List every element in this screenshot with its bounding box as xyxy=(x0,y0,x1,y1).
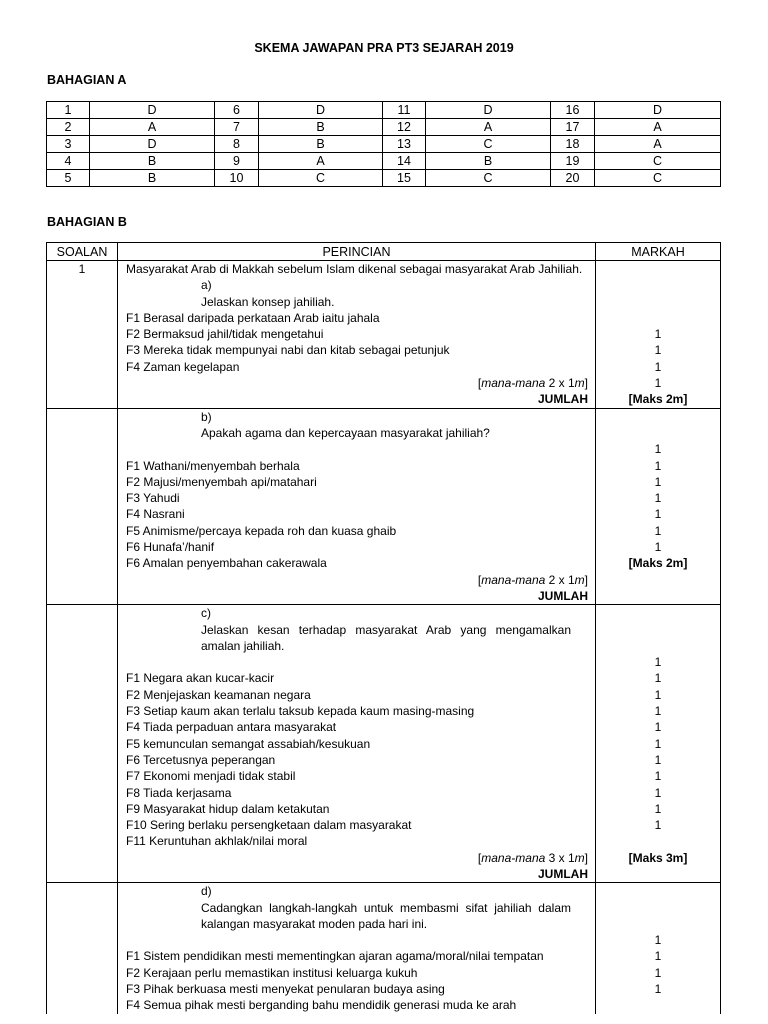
answer-key-table xyxy=(46,101,721,187)
header-soalan: SOALAN xyxy=(47,243,118,261)
question-number: 7 xyxy=(215,119,259,136)
question-number: 15 xyxy=(383,170,426,187)
mark-value: 1 xyxy=(654,736,662,751)
bracket-close: ] xyxy=(584,850,588,865)
section-a-label: BAHAGIAN A xyxy=(47,73,127,87)
answer-point: F4 Semua pihak mesti berganding bahu mendidik generasi muda ke arah xyxy=(126,998,517,1013)
answer-letter: A xyxy=(595,136,721,153)
question-number: 3 xyxy=(47,136,90,153)
mark-value: 1 xyxy=(654,523,662,538)
answer-letter: A xyxy=(259,153,383,170)
mark-value: 1 xyxy=(654,752,662,767)
mana-mana-count: 2 x 1 xyxy=(545,376,575,391)
mark-value: [Maks 2m] xyxy=(628,392,688,407)
header-markah: MARKAH xyxy=(596,243,721,261)
bracket-open: [ xyxy=(477,850,482,865)
question-number: 12 xyxy=(383,119,426,136)
answer-point: F2 Bermaksud jahil/tidak mengetahui xyxy=(126,327,324,342)
mark-value: 1 xyxy=(654,949,662,964)
answer-letter: D xyxy=(426,102,551,119)
mark-value xyxy=(596,310,720,326)
answer-point: F6 Hunafa’/hanif xyxy=(126,540,215,555)
mark-value: 1 xyxy=(654,769,662,784)
answer-point: F2 Majusi/menyembah api/matahari xyxy=(126,474,317,489)
mana-mana-unit: m xyxy=(574,850,585,865)
soalan-cell xyxy=(47,883,118,1014)
mark-value: 1 xyxy=(654,376,662,391)
mark-value: 1 xyxy=(654,818,662,833)
mark-value: 1 xyxy=(654,359,662,374)
mark-value: 1 xyxy=(654,458,662,473)
answer-point: F10 Sering berlaku persengketaan dalam masyarakat xyxy=(126,818,412,833)
answer-row xyxy=(47,102,721,119)
mark-value: [Maks 2m] xyxy=(628,556,688,571)
part-row xyxy=(47,408,721,605)
answer-letter: D xyxy=(259,102,383,119)
mana-mana-word: mana-mana xyxy=(481,850,546,865)
answer-point: F3 Pihak berkuasa mesti menyekat penularan budaya asing xyxy=(126,982,445,997)
question-number: 16 xyxy=(551,102,595,119)
answer-row xyxy=(47,170,721,187)
mark-value xyxy=(596,833,720,849)
section-b-label: BAHAGIAN B xyxy=(47,215,127,229)
sub-question xyxy=(126,883,588,932)
answer-point: F1 Berasal daripada perkataan Arab iaitu jahala xyxy=(126,310,380,325)
sub-question-text: Jelaskan kesan terhadap masyarakat Arab yang mengamalkan amalan jahiliah. xyxy=(201,622,571,653)
answer-point: F4 Zaman kegelapan xyxy=(126,359,240,374)
soalan-cell xyxy=(47,408,118,605)
jumlah-label: JUMLAH xyxy=(538,392,588,407)
bracket-close: ] xyxy=(584,572,588,587)
answer-letter: C xyxy=(259,170,383,187)
answer-point: F1 Sistem pendidikan mesti mementingkan ajaran agama/moral/nilai tempatan xyxy=(126,949,544,964)
answer-point: F2 Menjejaskan keamanan negara xyxy=(126,687,311,702)
question-number: 18 xyxy=(551,136,595,153)
sub-question xyxy=(126,409,588,442)
bracket-close: ] xyxy=(584,376,588,391)
question-number: 1 xyxy=(47,102,90,119)
question-number: 10 xyxy=(215,170,259,187)
question-number: 13 xyxy=(383,136,426,153)
mark-value: 1 xyxy=(654,442,662,457)
question-number: 9 xyxy=(215,153,259,170)
answer-letter: C xyxy=(595,153,721,170)
answer-letter: B xyxy=(259,119,383,136)
answer-point: F6 Tercetusnya peperangan xyxy=(126,752,276,767)
question-number: 17 xyxy=(551,119,595,136)
answer-letter: A xyxy=(90,119,215,136)
jumlah-label: JUMLAH xyxy=(538,588,588,603)
mark-value: 1 xyxy=(654,540,662,555)
markah-cell xyxy=(596,605,721,883)
mana-mana-note xyxy=(126,572,588,588)
answer-point: F3 Mereka tidak mempunyai nabi dan kitab sebagai petunjuk xyxy=(126,343,450,358)
mana-mana-unit: m xyxy=(574,572,585,587)
markah-cell xyxy=(596,261,721,409)
markah-cell xyxy=(596,883,721,1014)
part-row xyxy=(47,883,721,1014)
answer-point: F2 Kerajaan perlu memastikan institusi keluarga kukuh xyxy=(126,965,418,980)
mark-value xyxy=(596,572,720,588)
question-number: 20 xyxy=(551,170,595,187)
mark-value: 1 xyxy=(654,671,662,686)
question-intro: Masyarakat Arab di Makkah sebelum Islam dikenal sebagai masyarakat Arab Jahiliah. xyxy=(126,262,583,276)
sub-question-text: Cadangkan langkah-langkah untuk membasmi sifat jahiliah dalam kalangan masyarakat moden pada hari ini. xyxy=(201,900,571,931)
answer-point: F8 Tiada kerjasama xyxy=(126,785,232,800)
perincian-cell xyxy=(118,408,596,605)
mark-value: 1 xyxy=(654,801,662,816)
jumlah-label: JUMLAH xyxy=(538,866,588,881)
mark-value: 1 xyxy=(654,720,662,735)
markah-cell xyxy=(596,408,721,605)
mark-value: 1 xyxy=(654,491,662,506)
mark-value: 1 xyxy=(654,507,662,522)
mana-mana-count: 3 x 1 xyxy=(545,850,575,865)
answer-point: F3 Yahudi xyxy=(126,491,180,506)
answer-point: F9 Masyarakat hidup dalam ketakutan xyxy=(126,801,330,816)
mark-value: 1 xyxy=(654,704,662,719)
mark-value: 1 xyxy=(654,965,662,980)
part-row xyxy=(47,605,721,883)
answer-letter: B xyxy=(90,170,215,187)
answer-row xyxy=(47,119,721,136)
answer-point: F6 Amalan penyembahan cakerawala xyxy=(126,556,327,571)
sub-question-letter: c) xyxy=(201,606,211,621)
mark-value: 1 xyxy=(654,687,662,702)
answer-letter: B xyxy=(90,153,215,170)
answer-letter: A xyxy=(426,119,551,136)
question-number: 8 xyxy=(215,136,259,153)
mark-value: 1 xyxy=(654,327,662,342)
sub-question xyxy=(126,605,588,654)
question-number: 2 xyxy=(47,119,90,136)
answer-letter: B xyxy=(259,136,383,153)
marking-header-row xyxy=(47,243,721,261)
question-number: 5 xyxy=(47,170,90,187)
bracket-open: [ xyxy=(477,376,482,391)
perincian-cell xyxy=(118,605,596,883)
soalan-cell xyxy=(47,605,118,883)
answer-point: F1 Wathani/menyembah berhala xyxy=(126,458,300,473)
answer-letter: B xyxy=(426,153,551,170)
question-number: 6 xyxy=(215,102,259,119)
sub-question-letter: b) xyxy=(201,409,212,424)
answer-row xyxy=(47,153,721,170)
answer-letter: D xyxy=(90,102,215,119)
answer-point: F4 Nasrani xyxy=(126,507,185,522)
sub-question xyxy=(126,277,588,310)
perincian-cell xyxy=(118,883,596,1014)
mana-mana-note xyxy=(126,850,588,866)
answer-point: F11 Keruntuhan akhlak/nilai moral xyxy=(126,834,308,849)
header-perincian: PERINCIAN xyxy=(118,243,596,261)
mark-value: 1 xyxy=(654,655,662,670)
sub-question-letter: a) xyxy=(201,278,212,293)
part-row xyxy=(47,261,721,409)
question-number: 19 xyxy=(551,153,595,170)
answer-point: F1 Negara akan kucar-kacir xyxy=(126,671,275,686)
soalan-cell xyxy=(47,261,118,409)
mark-value: [Maks 3m] xyxy=(628,850,688,865)
question-number: 1 xyxy=(78,262,86,276)
mark-value: 1 xyxy=(654,933,662,948)
answer-letter: C xyxy=(595,170,721,187)
answer-point: F5 kemunculan semangat assabiah/kesukuan xyxy=(126,736,371,751)
document-title: SKEMA JAWAPAN PRA PT3 SEJARAH 2019 xyxy=(254,41,514,55)
sub-question-text: Apakah agama dan kepercayaan masyarakat jahiliah? xyxy=(201,425,490,440)
question-number: 14 xyxy=(383,153,426,170)
answer-point: F4 Tiada perpaduan antara masyarakat xyxy=(126,720,337,735)
sub-question-text: Jelaskan konsep jahiliah. xyxy=(201,294,335,309)
answer-letter: D xyxy=(90,136,215,153)
answer-point: F5 Animisme/percaya kepada roh dan kuasa ghaib xyxy=(126,523,397,538)
mark-value: 1 xyxy=(654,982,662,997)
answer-point: F3 Setiap kaum akan terlalu taksub kepada kaum masing-masing xyxy=(126,704,475,719)
sub-question-letter: d) xyxy=(201,884,212,899)
mana-mana-word: mana-mana xyxy=(481,572,546,587)
answer-letter: C xyxy=(426,170,551,187)
answer-letter: C xyxy=(426,136,551,153)
question-number: 4 xyxy=(47,153,90,170)
mark-value: 1 xyxy=(654,785,662,800)
perincian-cell xyxy=(118,261,596,409)
question-number: 11 xyxy=(383,102,426,119)
answer-row xyxy=(47,136,721,153)
marking-scheme-table xyxy=(46,242,721,1014)
mark-value: 1 xyxy=(654,343,662,358)
mark-value: 1 xyxy=(654,474,662,489)
answer-letter: A xyxy=(595,119,721,136)
mana-mana-note xyxy=(126,375,588,391)
mana-mana-word: mana-mana xyxy=(481,376,546,391)
answer-letter: D xyxy=(595,102,721,119)
mana-mana-unit: m xyxy=(574,376,585,391)
bracket-open: [ xyxy=(477,572,482,587)
answer-point: F7 Ekonomi menjadi tidak stabil xyxy=(126,769,296,784)
mana-mana-count: 2 x 1 xyxy=(545,572,575,587)
